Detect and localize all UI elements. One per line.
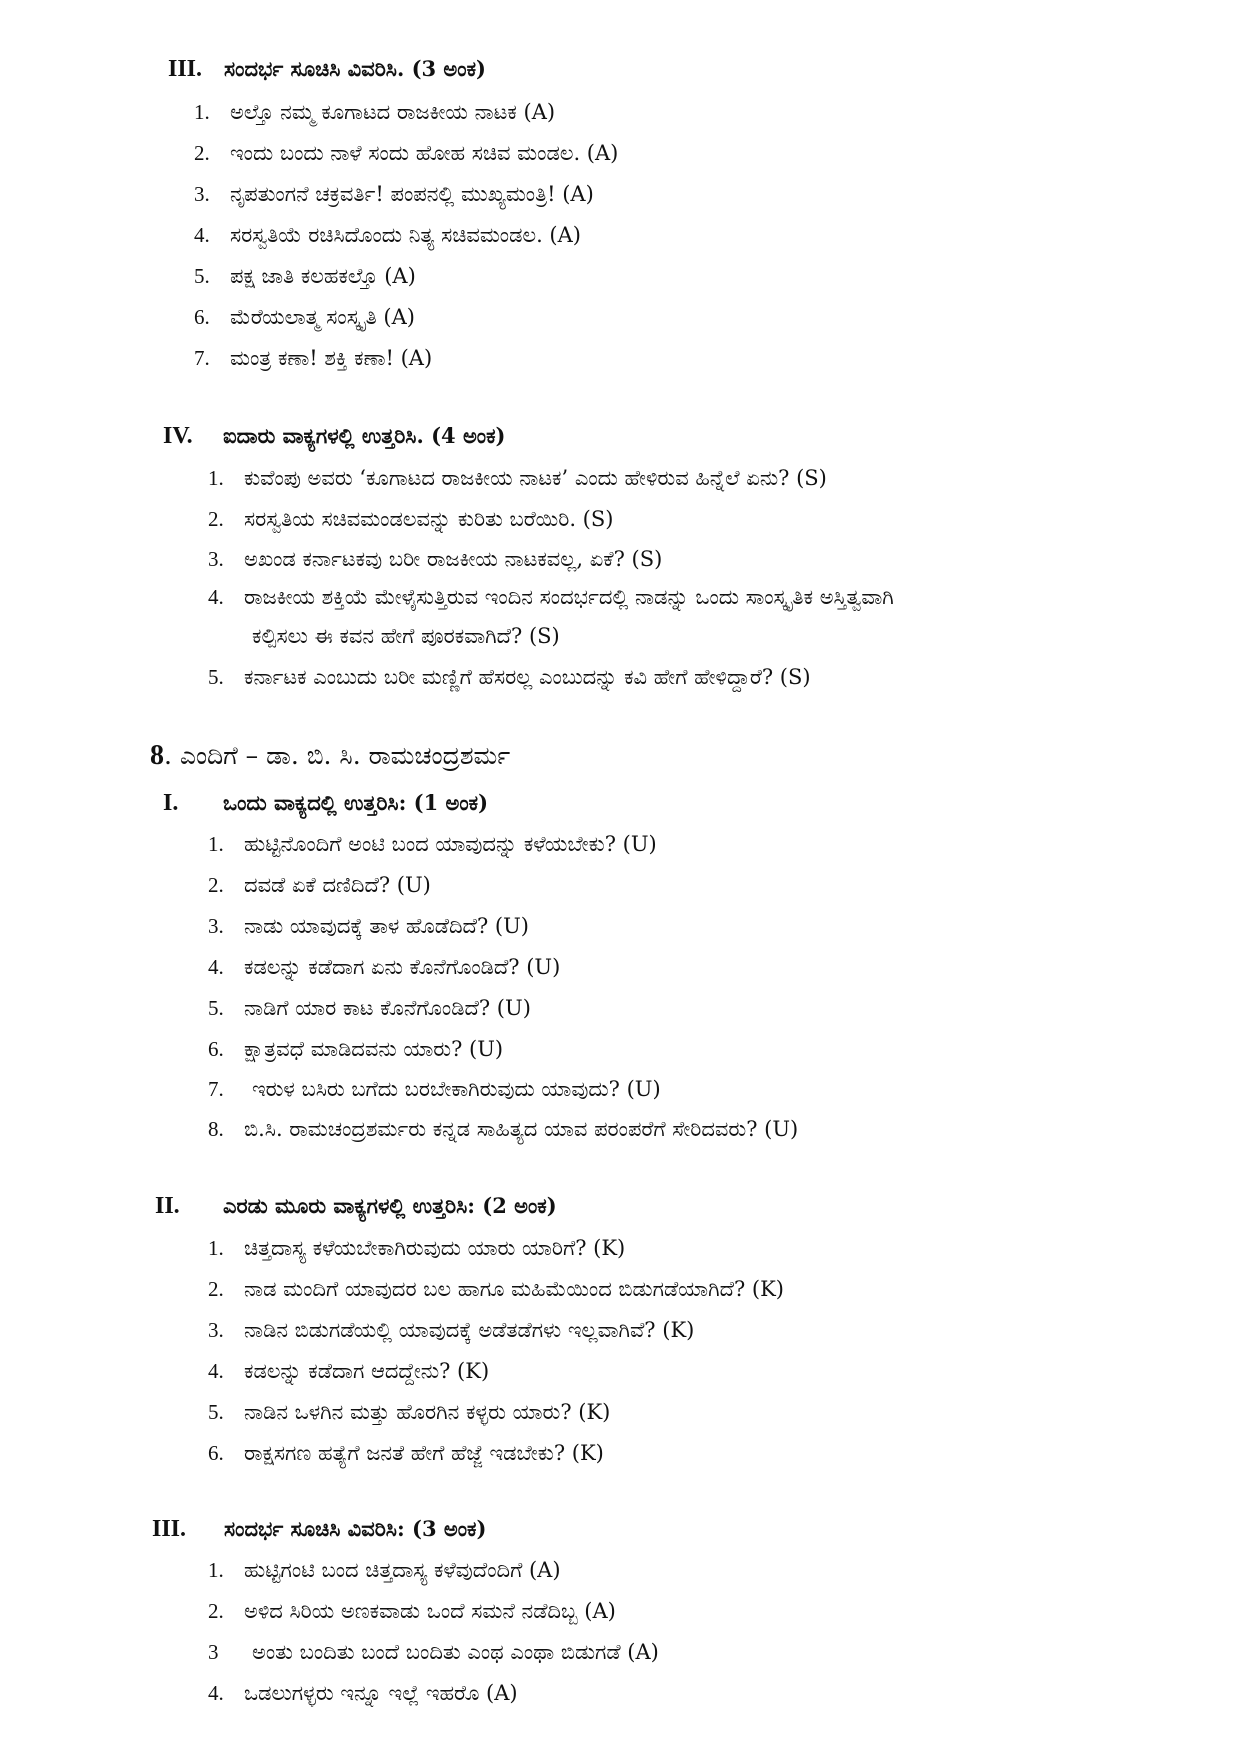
question-item: 4. ಕಡಲನ್ನು ಕಡೆದಾಗ ಆದದ್ದೇನು? (K) <box>208 1359 490 1383</box>
question-item: 8. ಬಿ.ಸಿ. ರಾಮಚಂದ್ರಶರ್ಮರು ಕನ್ನಡ ಸಾಹಿತ್ಯದ ಯಾವ ಪರಂಪರೆಗೆ ಸೇರಿದವರು? (U) <box>208 1117 799 1141</box>
section-title: ಒಂದು ವಾಕ್ಯದಲ್ಲಿ ಉತ್ತರಿಸಿ: (1 ಅಂಕ) <box>223 790 489 815</box>
question-item: 5. ನಾಡಿನ ಒಳಗಿನ ಮತ್ತು ಹೊರಗಿನ ಕಳ್ಳರು ಯಾರು? (K) <box>208 1400 611 1424</box>
chapter-name: . ಎಂದಿಗೆ – ಡಾ. ಬಿ. ಸಿ. ರಾಮಚಂದ್ರಶರ್ಮ <box>164 741 511 770</box>
section-title: ಐದಾರು ವಾಕ್ಯಗಳಲ್ಲಿ ಉತ್ತರಿಸಿ. (4 ಅಂಕ) <box>223 423 506 448</box>
chapter-number: 8 <box>150 740 164 771</box>
question-item: 2. ಸರಸ್ವತಿಯ ಸಚಿವಮಂಡಲವನ್ನು ಕುರಿತು ಬರೆಯಿರಿ. (S) <box>208 507 614 531</box>
section-number: II. <box>155 1193 180 1219</box>
section-number: I. <box>163 790 179 816</box>
question-item: 2. ದವಡೆ ಏಕೆ ದಣಿದಿದೆ? (U) <box>208 873 431 897</box>
question-item: 6. ಕ್ಷಾತ್ರವಧೆ ಮಾಡಿದವನು ಯಾರು? (U) <box>208 1037 504 1061</box>
question-item: 5. ಪಕ್ಷ ಜಾತಿ ಕಲಹಕಲ್ತೊ (A) <box>194 264 416 288</box>
question-item: 3. ಅಖಂಡ ಕರ್ನಾಟಕವು ಬರೀ ರಾಜಕೀಯ ನಾಟಕವಲ್ಲ, ಏಕೆ? (S) <box>208 547 663 571</box>
question-item: 2. ಅಳಿದ ಸಿರಿಯ ಅಣಕವಾಡು ಒಂದೆ ಸಮನೆ ನಡೆದಿಬ್ಬ (A) <box>208 1599 616 1623</box>
question-item: 6. ರಾಕ್ಷಸಗಣ ಹತ್ಯೆಗೆ ಜನತೆ ಹೇಗೆ ಹೆಜ್ಜೆ ಇಡಬೇಕು? (K) <box>208 1441 604 1465</box>
question-item: 1. ಅಲ್ತೊ ನಮ್ಮ ಕೂಗಾಟದ ರಾಜಕೀಯ ನಾಟಕ (A) <box>194 100 556 124</box>
question-item: 1. ಕುವೆಂಪು ಅವರು ‘ಕೂಗಾಟದ ರಾಜಕೀಯ ನಾಟಕ’ ಎಂದು ಹೇಳಿರುವ ಹಿನ್ನೆಲೆ ಏನು? (S) <box>208 466 827 490</box>
question-item: 6. ಮೆರೆಯಲಾತ್ಮ ಸಂಸ್ಕೃತಿ (A) <box>194 305 415 329</box>
question-item: 4. ರಾಜಕೀಯ ಶಕ್ತಿಯೆ ಮೇಳೈಸುತ್ತಿರುವ ಇಂದಿನ ಸಂದರ್ಭದಲ್ಲಿ ನಾಡನ್ನು ಒಂದು ಸಾಂಸ್ಕೃತಿಕ ಅಸ್ತಿತ್ವವಾಗಿ <box>208 585 894 609</box>
question-item: 1. ಹುಟ್ಟಿಗಂಟಿ ಬಂದ ಚಿತ್ತದಾಸ್ಯ ಕಳೆವುದೆಂದಿಗೆ (A) <box>208 1558 561 1582</box>
question-item: 3. ನಾಡಿನ ಬಿಡುಗಡೆಯಲ್ಲಿ ಯಾವುದಕ್ಕೆ ಅಡೆತಡೆಗಳು ಇಲ್ಲವಾಗಿವೆ? (K) <box>208 1318 695 1342</box>
question-item: 7. ಮಂತ್ರ ಕಣಾ! ಶಕ್ತಿ ಕಣಾ! (A) <box>194 346 433 370</box>
section-number: III. <box>168 56 203 82</box>
question-item: 4. ಒಡಲುಗಳ್ಳರು ಇನ್ನೂ ಇಲ್ಲೆ ಇಹರೊ (A) <box>208 1681 518 1705</box>
section-title: ಸಂದರ್ಭ ಸೂಚಿಸಿ ವಿವರಿಸಿ. (3 ಅಂಕ) <box>224 56 486 81</box>
question-item-continuation: ಕಲ್ಪಿಸಲು ಈ ಕವನ ಹೇಗೆ ಪೂರಕವಾಗಿದೆ? (S) <box>252 624 560 648</box>
question-item: 4. ಸರಸ್ವತಿಯೆ ರಚಿಸಿದೊಂದು ನಿತ್ಯ ಸಚಿವಮಂಡಲ. (A) <box>194 223 581 247</box>
section-heading <box>163 790 488 817</box>
section-number: IV. <box>163 423 193 449</box>
question-item: 7. ಇರುಳ ಬಸಿರು ಬಗೆದು ಬರಬೇಕಾಗಿರುವುದು ಯಾವುದು? (U) <box>208 1077 661 1101</box>
question-item: 4. ಕಡಲನ್ನು ಕಡೆದಾಗ ಏನು ಕೊನೆಗೊಂಡಿದೆ? (U) <box>208 955 561 979</box>
section-number: III. <box>152 1516 187 1542</box>
question-item: 1. ಹುಟ್ಟಿನೊಂದಿಗೆ ಅಂಟಿ ಬಂದ ಯಾವುದನ್ನು ಕಳೆಯಬೇಕು? (U) <box>208 832 657 856</box>
question-item: 3. ನಾಡು ಯಾವುದಕ್ಕೆ ತಾಳ ಹೊಡೆದಿದೆ? (U) <box>208 914 529 938</box>
question-item: 1. ಚಿತ್ತದಾಸ್ಯ ಕಳೆಯಬೇಕಾಗಿರುವುದು ಯಾರು ಯಾರಿಗೆ? (K) <box>208 1236 626 1260</box>
section-title: ಸಂದರ್ಭ ಸೂಚಿಸಿ ವಿವರಿಸಿ: (3 ಅಂಕ) <box>224 1516 487 1541</box>
chapter-title <box>150 740 510 772</box>
question-item: 2. ಇಂದು ಬಂದು ನಾಳೆ ಸಂದು ಹೋಹ ಸಚಿವ ಮಂಡಲ. (A) <box>194 141 619 165</box>
section-heading <box>152 1516 486 1543</box>
section-title: ಎರಡು ಮೂರು ವಾಕ್ಯಗಳಲ್ಲಿ ಉತ್ತರಿಸಿ: (2 ಅಂಕ) <box>223 1193 557 1218</box>
section-heading <box>163 423 505 450</box>
question-item: 3 ಅಂತು ಬಂದಿತು ಬಂದೆ ಬಂದಿತು ಎಂಥ ಎಂಥಾ ಬಿಡುಗಡೆ (A) <box>208 1640 659 1664</box>
question-item: 2. ನಾಡ ಮಂದಿಗೆ ಯಾವುದರ ಬಲ ಹಾಗೂ ಮಹಿಮೆಯಿಂದ ಬಿಡುಗಡೆಯಾಗಿದೆ? (K) <box>208 1277 784 1301</box>
question-item: 5. ನಾಡಿಗೆ ಯಾರ ಕಾಟ ಕೊನೆಗೊಂಡಿದೆ? (U) <box>208 996 531 1020</box>
section-heading <box>168 56 486 83</box>
question-item: 5. ಕರ್ನಾಟಕ ಎಂಬುದು ಬರೀ ಮಣ್ಣಿಗೆ ಹೆಸರಲ್ಲ ಎಂಬುದನ್ನು ಕವಿ ಹೇಗೆ ಹೇಳಿದ್ದಾರೆ? (S) <box>208 665 811 689</box>
question-item: 3. ನೃಪತುಂಗನೆ ಚಕ್ರವರ್ತಿ! ಪಂಪನಲ್ಲಿ ಮುಖ್ಯಮಂತ್ರಿ! (A) <box>194 182 594 206</box>
section-heading <box>155 1193 557 1220</box>
